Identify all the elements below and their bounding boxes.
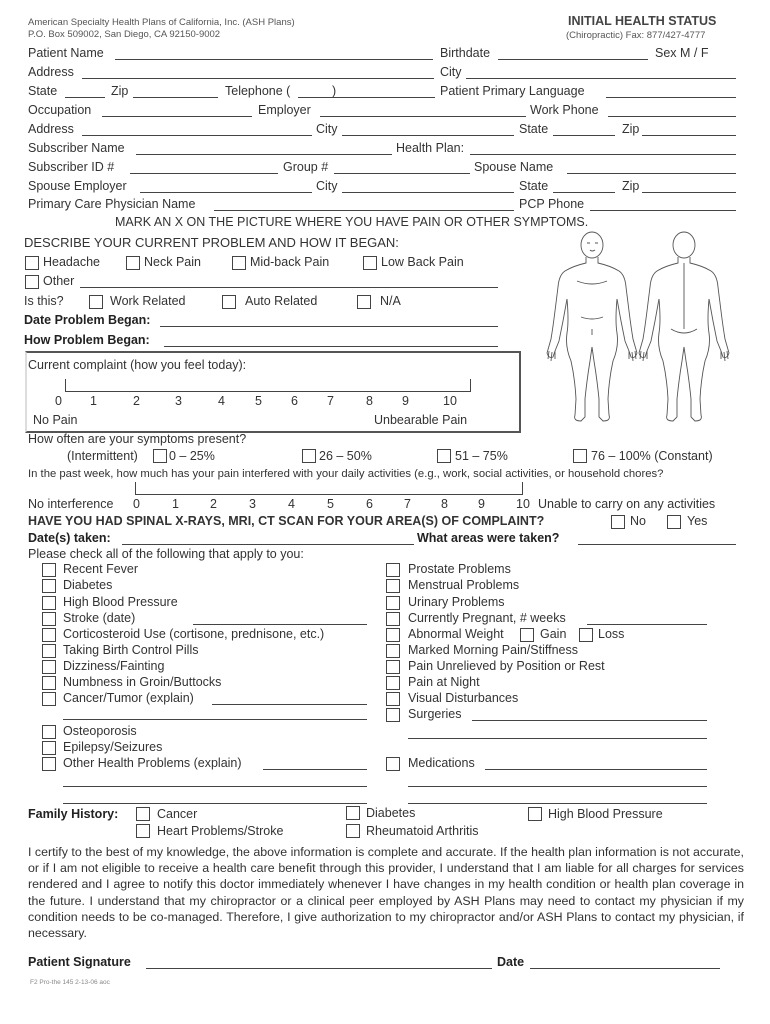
conditions-instruction: Please check all of the following that apply to you:: [28, 547, 304, 561]
pregnant-weeks-field[interactable]: [587, 624, 707, 625]
medications-label: Medications: [408, 756, 475, 770]
urinary-label: Urinary Problems: [408, 595, 505, 609]
headache-label: Headache: [43, 255, 100, 269]
medications-field-3[interactable]: [408, 803, 707, 804]
xray-dates-field[interactable]: [122, 544, 414, 545]
surgeries-checkbox[interactable]: [386, 708, 400, 722]
other-field[interactable]: [80, 287, 498, 288]
mid-back-pain-label: Mid-back Pain: [250, 255, 330, 269]
other-checkbox[interactable]: [25, 275, 39, 289]
gain-label: Gain: [540, 627, 567, 641]
other-health-field-2[interactable]: [63, 786, 367, 787]
complaint-scale-5: 5: [255, 394, 262, 408]
interference-scale-0: 0: [133, 497, 140, 511]
na-label: N/A: [380, 294, 401, 308]
complaint-scale-8: 8: [366, 394, 373, 408]
address2-label: Address: [28, 122, 74, 136]
complaint-scale-7: 7: [327, 394, 334, 408]
freq-76-100-checkbox[interactable]: [573, 449, 587, 463]
medications-checkbox[interactable]: [386, 757, 400, 771]
subscriber-name-field[interactable]: [136, 154, 392, 155]
state3-field[interactable]: [553, 192, 615, 193]
spouse-employer-field[interactable]: [140, 192, 312, 193]
complaint-low-label: No Pain: [33, 413, 78, 427]
low-back-pain-label: Low Back Pain: [381, 255, 464, 269]
menstrual-checkbox[interactable]: [386, 579, 400, 593]
spouse-employer-label: Spouse Employer: [28, 179, 127, 193]
state2-field[interactable]: [553, 135, 615, 136]
sex-label: Sex M / F: [655, 46, 709, 60]
xray-yes-checkbox[interactable]: [667, 515, 681, 529]
abnormal-weight-checkbox[interactable]: [386, 628, 400, 642]
surgeries-field[interactable]: [472, 720, 707, 721]
interference-high-label: Unable to carry on any activities: [538, 497, 716, 511]
spouse-name-field[interactable]: [567, 173, 736, 174]
mark-instruction: MARK AN X ON THE PICTURE WHERE YOU HAVE PAIN OR OTHER SYMPTOMS.: [115, 215, 589, 229]
describe-heading: DESCRIBE YOUR CURRENT PROBLEM AND HOW IT BEGAN:: [24, 235, 399, 250]
form-subtitle: (Chiropractic) Fax: 877/427-4777: [566, 30, 706, 41]
complaint-scale-4: 4: [218, 394, 225, 408]
pcp-name-label: Primary Care Physician Name: [28, 197, 196, 211]
diabetes-checkbox[interactable]: [42, 579, 56, 593]
address2-field[interactable]: [82, 135, 312, 136]
pregnant-label: Currently Pregnant, # weeks: [408, 611, 566, 625]
address-field[interactable]: [82, 78, 434, 79]
stroke-date-field[interactable]: [193, 624, 367, 625]
zip-label: Zip: [111, 84, 129, 98]
city2-label: City: [316, 122, 338, 136]
birth-control-checkbox[interactable]: [42, 644, 56, 658]
address-label: Address: [28, 65, 74, 79]
work-phone-label: Work Phone: [530, 103, 599, 117]
group-label: Group #: [283, 160, 329, 174]
interference-scale-10: 10: [516, 497, 530, 511]
other-health-checkbox[interactable]: [42, 757, 56, 771]
other-health-label: Other Health Problems (explain): [63, 756, 242, 770]
work-related-label: Work Related: [110, 294, 186, 308]
prostate-label: Prostate Problems: [408, 562, 511, 576]
primary-language-label: Patient Primary Language: [440, 84, 585, 98]
zip3-label: Zip: [622, 179, 640, 193]
frequency-intermittent: (Intermittent): [67, 449, 138, 463]
interference-scale-8: 8: [441, 497, 448, 511]
patient-name-field[interactable]: [115, 59, 433, 60]
pain-at-night-label: Pain at Night: [408, 675, 480, 689]
state2-label: State: [519, 122, 549, 136]
corticosteroid-checkbox[interactable]: [42, 628, 56, 642]
interference-scale-3: 3: [249, 497, 256, 511]
interference-scale-2: 2: [210, 497, 217, 511]
surgeries-label: Surgeries: [408, 707, 462, 721]
complaint-scale-1: 1: [90, 394, 97, 408]
epilepsy-checkbox[interactable]: [42, 741, 56, 755]
cancer-tumor-checkbox[interactable]: [42, 692, 56, 706]
other-health-field-3[interactable]: [63, 803, 367, 804]
primary-language-field[interactable]: [606, 97, 736, 98]
interference-scale-7: 7: [404, 497, 411, 511]
family-rheumatoid-checkbox[interactable]: [346, 824, 360, 838]
numbness-label: Numbness in Groin/Buttocks: [63, 675, 222, 689]
stroke-label: Stroke (date): [63, 611, 136, 625]
form-title: INITIAL HEALTH STATUS: [568, 14, 717, 28]
interference-scale-line[interactable]: [135, 482, 523, 495]
family-cancer-label: Cancer: [157, 807, 198, 821]
work-related-checkbox[interactable]: [89, 295, 103, 309]
signature-label: Patient Signature: [28, 955, 131, 969]
auto-related-label: Auto Related: [245, 294, 318, 308]
prostate-checkbox[interactable]: [386, 563, 400, 577]
birthdate-label: Birthdate: [440, 46, 491, 60]
interference-scale-4: 4: [288, 497, 295, 511]
signature-date-label: Date: [497, 955, 525, 969]
city-label: City: [440, 65, 462, 79]
abnormal-weight-label: Abnormal Weight: [408, 627, 504, 641]
recent-fever-label: Recent Fever: [63, 562, 139, 576]
family-heart-checkbox[interactable]: [136, 824, 150, 838]
interference-scale-1: 1: [172, 497, 179, 511]
visual-disturbances-checkbox[interactable]: [386, 692, 400, 706]
osteoporosis-label: Osteoporosis: [63, 724, 137, 738]
cancer-tumor-field-2[interactable]: [63, 719, 367, 720]
morning-pain-label: Marked Morning Pain/Stiffness: [408, 643, 578, 657]
complaint-scale-9: 9: [402, 394, 409, 408]
org-address: P.O. Box 509002, San Diego, CA 92150-9002: [28, 29, 221, 40]
certification-text: I certify to the best of my knowledge, the above information is complete and accurate. If the health plan information is not accurate, or if I am not eligible to receive a health care benefit through this provider, I understand that I am liable for all charges for services rendered and I agree to notify this doctor immediately whenever I have changes in my health condition or health plan coverage in the future. I understand that my chiropractor or a clinical peer employed by ASH Plans may need to contact my physician if my condition needs to be co-managed. Therefore, I give authorization to my chiropractor and/or ASH Plans to contact my physician, if necessary.: [28, 845, 744, 941]
telephone-label: Telephone (: [225, 84, 291, 98]
corticosteroid-label: Corticosteroid Use (cortisone, prednisone, etc.): [63, 627, 325, 641]
high-blood-pressure-checkbox[interactable]: [42, 596, 56, 610]
visual-disturbances-label: Visual Disturbances: [408, 691, 519, 705]
state-label: State: [28, 84, 58, 98]
birth-control-label: Taking Birth Control Pills: [63, 643, 199, 657]
loss-label: Loss: [598, 627, 625, 641]
recent-fever-checkbox[interactable]: [42, 563, 56, 577]
morning-pain-checkbox[interactable]: [386, 644, 400, 658]
cancer-tumor-label: Cancer/Tumor (explain): [63, 691, 194, 705]
mid-back-pain-checkbox[interactable]: [232, 256, 246, 270]
complaint-scale-3: 3: [175, 394, 182, 408]
auto-related-checkbox[interactable]: [222, 295, 236, 309]
signature-field[interactable]: [146, 968, 492, 969]
is-this-label: Is this?: [24, 294, 64, 308]
xray-no-label: No: [630, 514, 646, 528]
city-field[interactable]: [466, 78, 736, 79]
freq-0-25-checkbox[interactable]: [153, 449, 167, 463]
other-label: Other: [43, 274, 75, 288]
freq-0-25-label: 0 – 25%: [169, 449, 215, 463]
city3-label: City: [316, 179, 338, 193]
pain-unrelieved-label: Pain Unrelieved by Position or Rest: [408, 659, 605, 673]
epilepsy-label: Epilepsy/Seizures: [63, 740, 163, 754]
frequency-question: How often are your symptoms present?: [28, 432, 247, 446]
cancer-tumor-field[interactable]: [212, 704, 367, 705]
family-diabetes-checkbox[interactable]: [346, 806, 360, 820]
freq-51-75-checkbox[interactable]: [437, 449, 451, 463]
employer-field[interactable]: [320, 116, 526, 117]
zip-field[interactable]: [133, 97, 218, 98]
zip2-field[interactable]: [642, 135, 736, 136]
xray-no-checkbox[interactable]: [611, 515, 625, 529]
xray-question: HAVE YOU HAD SPINAL X-RAYS, MRI, CT SCAN FOR YOUR AREA(S) OF COMPLAINT?: [28, 514, 545, 528]
surgeries-field-2[interactable]: [408, 738, 707, 739]
dizziness-checkbox[interactable]: [42, 660, 56, 674]
headache-checkbox[interactable]: [25, 256, 39, 270]
interference-low-label: No interference: [28, 497, 114, 511]
menstrual-label: Menstrual Problems: [408, 578, 520, 592]
urinary-checkbox[interactable]: [386, 596, 400, 610]
occupation-label: Occupation: [28, 103, 92, 117]
dizziness-label: Dizziness/Fainting: [63, 659, 165, 673]
pcp-phone-field[interactable]: [590, 210, 736, 211]
birthdate-field[interactable]: [498, 59, 648, 60]
family-cancer-checkbox[interactable]: [136, 807, 150, 821]
pain-unrelieved-checkbox[interactable]: [386, 660, 400, 674]
low-back-pain-checkbox[interactable]: [363, 256, 377, 270]
interference-scale-6: 6: [366, 497, 373, 511]
neck-pain-label: Neck Pain: [144, 255, 201, 269]
city3-field[interactable]: [342, 192, 514, 193]
complaint-scale-0: 0: [55, 394, 62, 408]
date-began-label: Date Problem Began:: [24, 313, 151, 327]
zip2-label: Zip: [622, 122, 640, 136]
medications-field-2[interactable]: [408, 786, 707, 787]
patient-name-label: Patient Name: [28, 46, 104, 60]
high-blood-pressure-label: High Blood Pressure: [63, 595, 178, 609]
family-rheumatoid-label: Rheumatoid Arthritis: [366, 824, 479, 838]
health-plan-field[interactable]: [470, 154, 736, 155]
medications-field[interactable]: [485, 769, 707, 770]
neck-pain-checkbox[interactable]: [126, 256, 140, 270]
subscriber-id-field[interactable]: [130, 173, 278, 174]
family-hbp-checkbox[interactable]: [528, 807, 542, 821]
body-diagram-back[interactable]: [637, 229, 731, 425]
numbness-checkbox[interactable]: [42, 676, 56, 690]
freq-76-100-label: 76 – 100% (Constant): [591, 449, 713, 463]
work-phone-field[interactable]: [608, 116, 736, 117]
na-checkbox[interactable]: [357, 295, 371, 309]
family-heart-label: Heart Problems/Stroke: [157, 824, 284, 838]
complaint-high-label: Unbearable Pain: [374, 413, 468, 427]
occupation-field[interactable]: [102, 116, 252, 117]
org-name: American Specialty Health Plans of California, Inc. (ASH Plans): [28, 17, 295, 28]
interference-scale-9: 9: [478, 497, 485, 511]
spouse-name-label: Spouse Name: [474, 160, 554, 174]
pregnant-checkbox[interactable]: [386, 612, 400, 626]
gain-checkbox[interactable]: [520, 628, 534, 642]
family-history-label: Family History:: [28, 807, 119, 821]
xray-areas-label: What areas were taken?: [417, 531, 560, 545]
signature-date-field[interactable]: [530, 968, 720, 969]
pcp-name-field[interactable]: [214, 210, 514, 211]
loss-checkbox[interactable]: [579, 628, 593, 642]
employer-label: Employer: [258, 103, 311, 117]
diabetes-label: Diabetes: [63, 578, 113, 592]
group-field[interactable]: [334, 173, 470, 174]
date-began-field[interactable]: [160, 326, 498, 327]
osteoporosis-checkbox[interactable]: [42, 725, 56, 739]
family-hbp-label: High Blood Pressure: [548, 807, 663, 821]
city2-field[interactable]: [342, 135, 514, 136]
subscriber-name-label: Subscriber Name: [28, 141, 125, 155]
complaint-label: Current complaint (how you feel today):: [28, 358, 247, 372]
telephone-field[interactable]: [298, 97, 435, 98]
state-field[interactable]: [65, 97, 105, 98]
pain-at-night-checkbox[interactable]: [386, 676, 400, 690]
how-began-label: How Problem Began:: [24, 333, 150, 347]
stroke-checkbox[interactable]: [42, 612, 56, 626]
family-diabetes-label: Diabetes: [366, 806, 416, 820]
freq-26-50-checkbox[interactable]: [302, 449, 316, 463]
interference-question: In the past week, how much has your pain interfered with your daily activities (e.g., work, social activities, or household chores?: [28, 468, 664, 480]
complaint-scale-10: 10: [443, 394, 457, 408]
complaint-scale-line[interactable]: [65, 379, 471, 392]
xray-yes-label: Yes: [687, 514, 708, 528]
zip3-field[interactable]: [642, 192, 736, 193]
xray-dates-label: Date(s) taken:: [28, 531, 111, 545]
footer-code: F2 Pro-the 145 2-13-06 aoc: [30, 979, 110, 986]
xray-areas-field[interactable]: [578, 544, 736, 545]
freq-51-75-label: 51 – 75%: [455, 449, 508, 463]
complaint-scale-6: 6: [291, 394, 298, 408]
state3-label: State: [519, 179, 549, 193]
complaint-scale-2: 2: [133, 394, 140, 408]
health-plan-label: Health Plan:: [396, 141, 465, 155]
interference-scale-5: 5: [327, 497, 334, 511]
freq-26-50-label: 26 – 50%: [319, 449, 372, 463]
subscriber-id-label: Subscriber ID #: [28, 160, 115, 174]
body-diagram-front[interactable]: [545, 229, 639, 425]
how-began-field[interactable]: [164, 346, 498, 347]
other-health-field[interactable]: [263, 769, 367, 770]
pcp-phone-label: PCP Phone: [519, 197, 585, 211]
